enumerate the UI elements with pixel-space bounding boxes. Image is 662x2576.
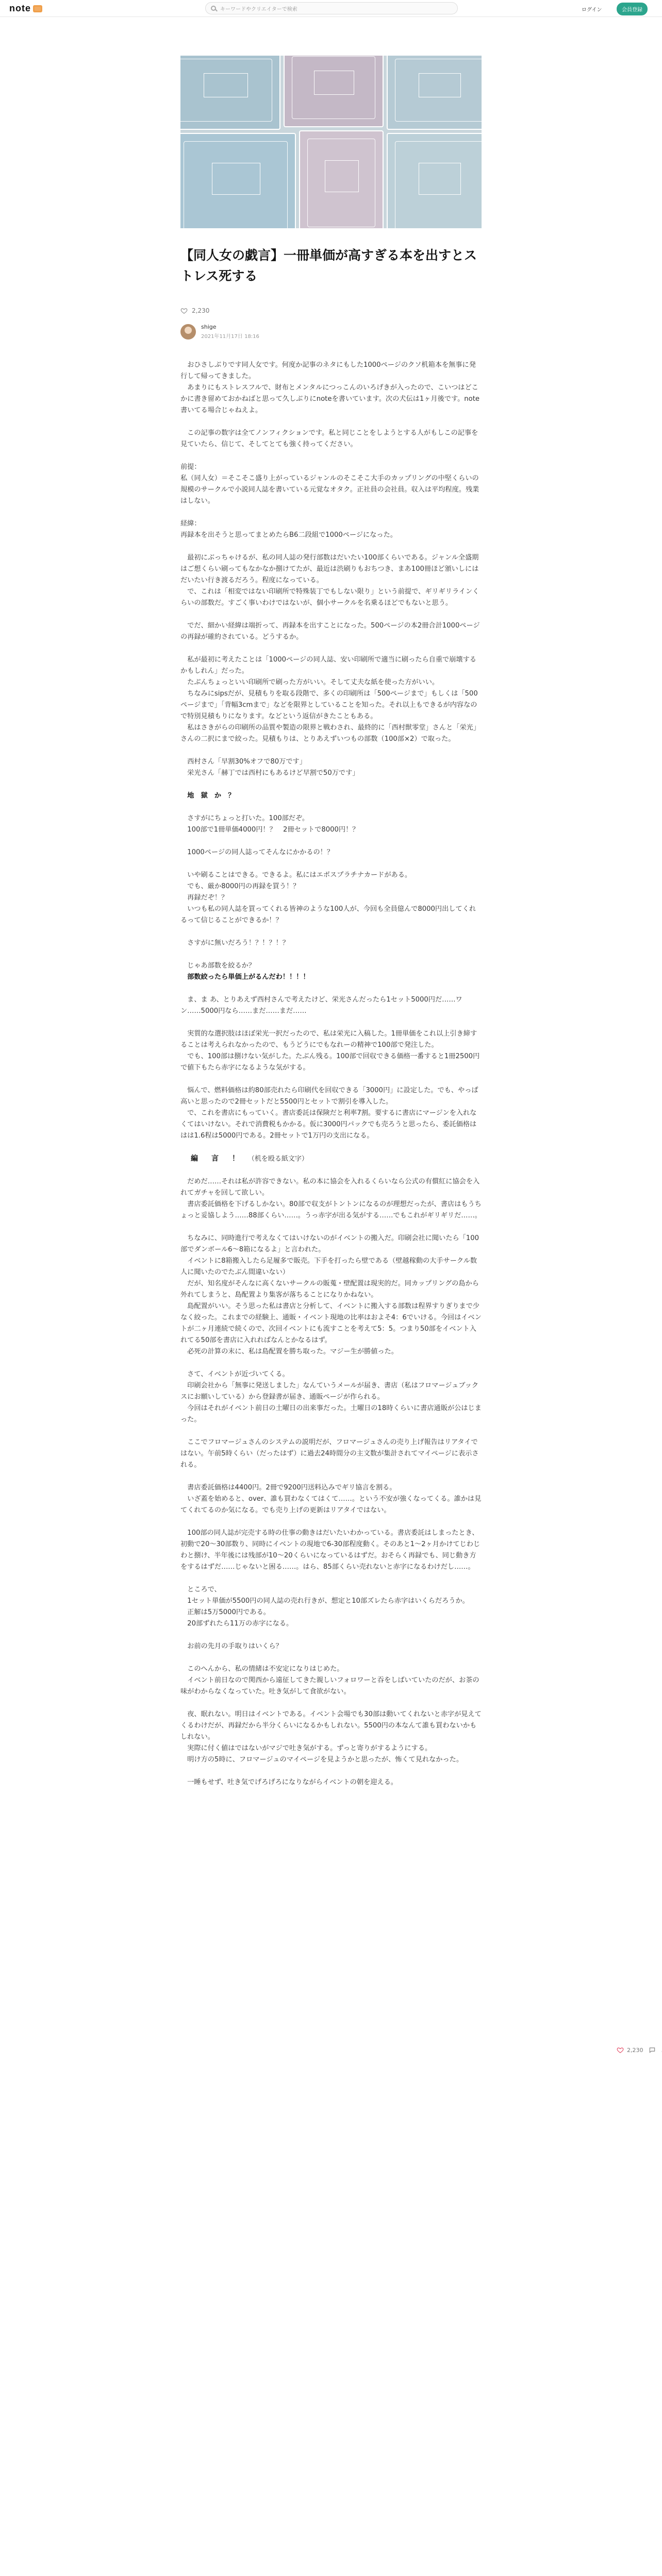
article-paragraph: ところで、 (180, 1586, 221, 1594)
book-cover (284, 56, 384, 127)
heading-subtext: （机を殴る紙文字） (247, 1155, 308, 1163)
article-paragraph: 西村さん「早割30%オフで80万です」 (180, 758, 306, 766)
book-cover (180, 56, 280, 130)
article-paragraph (180, 779, 482, 790)
article-paragraph: お前の先月の手取りはいくら？ (180, 1642, 283, 1650)
article-paragraph (180, 949, 482, 960)
author-name[interactable]: shige (201, 324, 217, 330)
side-actions (617, 2046, 662, 2054)
logo-badge-icon (33, 5, 42, 12)
article-paragraph: 最初にぶっちゃけるが、私の同人誌の発行部数はだいたい100部くらいである。ジャンル全盛期はご想くらい刷ってもなかなか捌けてたが、最近は渋刷りもおちつき、まあ100冊ほど頒いしにはだいたい行き渡るだろう。程度になっている。 (180, 554, 479, 584)
article-paragraph: 悩んで、燃料価格は約80部売れたら印刷代を回収できる「3000円」に設定した。でも、やっぱ高いと思ったので2冊セットだと5500円とセットで割引を導入した。 (180, 1087, 478, 1106)
article-paragraph: 印刷会社から「無事に発送しました」なんていうメールが届き、書店（私はフロマージュブックスにお願いしている）から登録書が届き、通販ページが作られる。 (180, 1382, 479, 1401)
article-paragraph: 100部の同人誌が完売する時の仕事の動きはだいたいわかっている。書店委託はしまったとき、初動で20～30部数り、同時にイベントの現地で6-30部程度動く。そのあと1～2ヶ月かけてじわじわと捌け、半年後には残部が10～20くらいになっているはずだ。おそらく再録でも、同じ動き方をするはずだ……じゃないと困る……。はら、85部くらい売れないと赤字になるわけだし……。 (180, 1529, 481, 1571)
article-paragraph: でも、厳か8000円の再録を買う！？ (180, 883, 300, 890)
side-like-count: 2,230 (627, 2046, 643, 2054)
article-paragraph: 私はさきがらの印刷所の品質や製造の限界と戦わされ、最終的に「西村獣零堂」さんと「栄光」さんの二択にまで絞った。見積もりは、とりあえずいつもの部数（100部×2）で取った。 (180, 724, 481, 743)
article-paragraph (180, 1017, 482, 1028)
book-cover (387, 133, 482, 228)
article-paragraph: この記事の数字は全てノンフィクションです。私と同じことをしようとする人がもしこの記事を見ていたら、信じて、そしてとても強く持ってください。 (180, 429, 478, 448)
avatar[interactable] (180, 324, 196, 340)
article-paragraph (180, 1153, 482, 1165)
article-paragraph: でも、100部は捌けない気がした。たぶん残る。100部で回収できる価格一番すると1冊2500円で値下もたら赤字になるような気がする。 (180, 1053, 480, 1072)
article-paragraph: このへんから、私の情緒は不安定になりはじめた。 (180, 1665, 344, 1673)
article-paragraph: さすがにちょっと打いた。100部だぞ。 (180, 815, 309, 822)
article-paragraph: 書店委託価格を下げるしかない。80部で収支がトントンになるのが理想だったが、書店はもうちょっと妥協しよう……88部くらい……。うっ赤字が出る気がする……でもこれがギリギリだ……。 (180, 1200, 482, 1219)
article-title: 【同人女の戯言】一冊単価が高すぎる本を出すとストレス死する (180, 248, 477, 283)
like-count-top[interactable] (180, 307, 209, 314)
author-info[interactable] (180, 324, 259, 340)
search-icon (211, 6, 216, 11)
article-paragraph (180, 1222, 482, 1233)
article-paragraph (180, 836, 482, 847)
article-paragraph: 一睡もせず、吐き気でげろげろになりながらイベントの朝を迎える。 (180, 1778, 398, 1786)
article-paragraph: 20部ずれたら11万の赤字になる。 (180, 1620, 293, 1628)
article-paragraph (180, 1074, 482, 1085)
article-paragraph: でだ、細かい経緯は端折って、再録本を出すことになった。500ページの本2冊合計1000ページの再録が確約されている。どうするか。 (180, 622, 480, 641)
article-paragraph (180, 643, 482, 654)
logo-text: note (9, 3, 31, 13)
comment-icon[interactable] (649, 2046, 656, 2054)
article-paragraph: で、これを書店にもっていく。書店委託は保険だと利率7割。要するに書店にマージンを入れなくてはいけない。それで消費税もかかる。仮に3000円パックでも売ろうと思ったら、委託価格ははは1.6程は5000円である。2冊セットで1万円の支出になる。 (180, 1109, 477, 1140)
article-paragraph (180, 1766, 482, 1777)
note-logo[interactable] (9, 3, 42, 14)
article-paragraph: 前提： (180, 463, 201, 471)
article-paragraph: いざ蓋を始めると、over、誰も買わなくてはくて……。という不安が強くなってくる。誰かは見てくれてるのか気になる。でも売り上げの更新はリアタイではない。 (180, 1495, 482, 1514)
article-paragraph (180, 507, 482, 518)
article-paragraph (180, 1516, 482, 1528)
article-paragraph: 必死の計算の末に、私は島配置を勝ち取った。マジー生が勝値った。 (180, 1348, 398, 1355)
article-paragraph: 明け方の5時に、フロマージュのマイページを見ようかと思ったが、怖くて見れなかった。 (180, 1756, 464, 1764)
heart-icon (180, 307, 188, 314)
article-paragraph: おひさしぶりです同人女です。何度か記事のネタにもした1000ページのクソ机箱本を無事に発行して帰ってきました。 (180, 361, 476, 380)
article-paragraph: 再録だぞ！？ (180, 894, 228, 902)
article-paragraph: ここでフロマージュさんのシステムの説明だが、フロマージュさんの売り上げ報告はリアタイではない。午前5時くらい（だったはず）に過去24時間分の主文数が集計されてマイページに表示される。 (180, 1438, 479, 1469)
article-paragraph (180, 450, 482, 462)
article-paragraph: 100部で1冊単価4000円！？ 2冊セットで8000円！？ (180, 826, 359, 834)
book-cover (387, 56, 482, 130)
article-paragraph (180, 1358, 482, 1369)
article-body (180, 360, 482, 1788)
article-paragraph: さて、イベントが近づいてくる。 (180, 1370, 289, 1378)
book-cover (299, 130, 384, 228)
login-button[interactable]: ログイン (582, 7, 602, 13)
article-paragraph: 実質的な選択肢はほぼ栄光一択だったので、私は栄光に入稿した。1冊単価をこれ以上引き締することは考えられなかったので、もうどうにでもなれーの精神で100部で発注した。 (180, 1030, 477, 1049)
article-paragraph (180, 1142, 482, 1153)
article-paragraph: たぶんちょっといい印刷所で刷った方がいい。そして丈夫な紙を使った方がいい。 (180, 679, 439, 686)
article-paragraph: いや刷ることはできる。できるよ。私にはエポスプラチナカードがある。 (180, 871, 412, 879)
article-paragraph: だめだ……それは私が許容できない。私の本に協会を入れるくらいなら公式の有償紅に協会を入れてガチャを回して欲しい。 (180, 1178, 480, 1197)
article-paragraph: 私が最初に考えたことは「1000ページの同人誌、安い印刷所で適当に刷ったら自重で崩壊するかもしれん」だった。 (180, 656, 476, 675)
heart-icon[interactable] (617, 2046, 624, 2054)
article-paragraph (180, 1573, 482, 1584)
article-paragraph: イベントに8箱搬入したら足履多で販売。下手を打ったら壁である（壁越稼動の大手サークル数人に聞いたのでたぶん間違いない） (180, 1257, 477, 1276)
article-paragraph: 私（同人女）＝そこそこ盛り上がっているジャンルのそこそこ大手のカップリングの中堅くらいの規模のサークルで小説同人誌を書いている元覚なオタク。正社員の会社員。収入は平均程度。残業はしない。 (180, 474, 479, 505)
post-date: 2021年11月17日 18:16 (201, 334, 259, 340)
signup-button[interactable]: 会員登録 (617, 3, 648, 15)
article-paragraph: 書店委託価格は4400円。2冊で9200円送料込みでギリ協言を割る。 (180, 1484, 396, 1492)
article-paragraph: 実際に付く値はではないがマジで吐き気がする。ずっと寄りがするようにする。 (180, 1744, 432, 1752)
article-paragraph (180, 541, 482, 552)
article-paragraph (180, 1698, 482, 1709)
article-paragraph: 部数絞ったら単価上がるんだわ！！！！ (180, 973, 310, 981)
article-paragraph: 島配置がいい。そう思った私は書店と分析して、イベントに搬入する部数は程界すりぎりまで少なく絞った。これまでの経験上、通販・イベント現地の比率はおよそ4：6でいける。今回はイベントが二ヶ月連続で続くので、次回イベントにも流すことを考えて5：5。つまり50部をイベント入れてる50部を書店に入れればなんとかなるはず。 (180, 1302, 482, 1344)
article-paragraph: だが、知名度がそんなに高くないサークルの販蒐・壁配置は現実的だ。同カップリングの島から外れてしまうと、島配置より集客が落ちることになりかねない。 (180, 1280, 479, 1299)
article-paragraph (180, 1652, 482, 1664)
article-paragraph: ちなみにsipsだが、見積もりを取る段階で、多くの印刷所は「500ページまで」もしくは「500ページまで」「背幅3cmまで」などを限界としていることを知った。それ以上もできるが内容なので特別見積もりになります。などという返信がきたこともある。 (180, 690, 478, 720)
article-paragraph: 経緯： (180, 520, 201, 528)
top-header (0, 0, 662, 17)
article-paragraph (180, 1471, 482, 1482)
article-paragraph: いつも私の同人誌を買ってくれる皆神のような100人が、今回も全員億んで8000円出してくれるって信じることができるか！？ (180, 905, 476, 924)
article-paragraph: さすがに無いだろう！？！？！？ (180, 939, 289, 947)
heading-text: 編 言 ！ (180, 1155, 248, 1163)
article-paragraph: 再録本を出そうと思ってまとめたらB6二段組で1000ページになった。 (180, 531, 397, 539)
article-paragraph: 1セット単価が5500円の同人誌の売れ行きが、想定と10部ズレたら赤字はいくらだろうか。 (180, 1597, 469, 1605)
article-paragraph (180, 609, 482, 620)
hero-image (180, 56, 482, 228)
article-paragraph: イベント前日なので関西から遠征してきた親しいフォロワーと吞をしばいていたのだが、お茶の味がわからなくなっていた。吐き気がして食欲がない。 (180, 1676, 479, 1696)
search-placeholder: キーワードやクリエイターで検索 (220, 6, 297, 12)
article-paragraph (180, 416, 482, 428)
book-cover (180, 133, 296, 228)
article-paragraph: 地 獄 か ？ (180, 792, 235, 800)
article-paragraph: ちなみに、同時進行で考えなくてはいけないのがイベントの搬入だ。印刷会社に聞いたら「100部でダンボール6～8箱になるよ」と言われた。 (180, 1234, 479, 1253)
article-paragraph: で、これは「相変ではない印刷所で特殊装丁でもしない限り」という前提で、ギリギリラインくらいの部数だ。すごく事いわけではないが、個小サークルを名乗るほどでもないと思う。 (180, 588, 479, 607)
article-paragraph (180, 1426, 482, 1437)
search-box[interactable] (205, 2, 458, 14)
article-paragraph: 今回はそれがイベント前日の土曜日の出来事だった。土曜日の18時くらいに書店通販が公はじまった。 (180, 1404, 482, 1423)
article-paragraph (180, 983, 482, 994)
article-paragraph: 栄光さん「赫丁では西村にもあるけど早割で50万です」 (180, 769, 359, 777)
article-paragraph (180, 745, 482, 756)
article-paragraph (180, 1630, 482, 1641)
article-paragraph: あまりにもストレスフルで、財布とメンタルにつっこんのいろげきが入ったので、こいつはどこかに書き留めておかねばと思って久しぶりにnoteを書いています。次の犬伝は1ヶ月後です。note書いてる場合じゃねえよ。 (180, 384, 480, 414)
article-paragraph: ま、ま あ、とりあえず西村さんで考えたけど、栄光さんだったら1セット5000円だ……ワン……5000円なら……まだ……まだ…… (180, 996, 462, 1015)
article-paragraph (180, 1165, 482, 1176)
like-count: 2,230 (192, 307, 210, 314)
article-paragraph (180, 926, 482, 938)
article-paragraph: じゃあ部数を絞るか？ (180, 962, 256, 970)
article-paragraph (180, 802, 482, 813)
article-paragraph: 1000ページの同人誌ってそんなにかかるの！？ (180, 849, 334, 856)
article-paragraph: 夜、眠れない。明日はイベントである。イベント会場でも30部は動いてくれないと赤字が見えてくるわけだが、再録だから半分くらいになるかもしれない。5500円の本なんて誰も買わないかもしれない。 (180, 1710, 482, 1741)
article-paragraph (180, 858, 482, 870)
article-paragraph: 正解は5万5000円である。 (180, 1608, 270, 1616)
